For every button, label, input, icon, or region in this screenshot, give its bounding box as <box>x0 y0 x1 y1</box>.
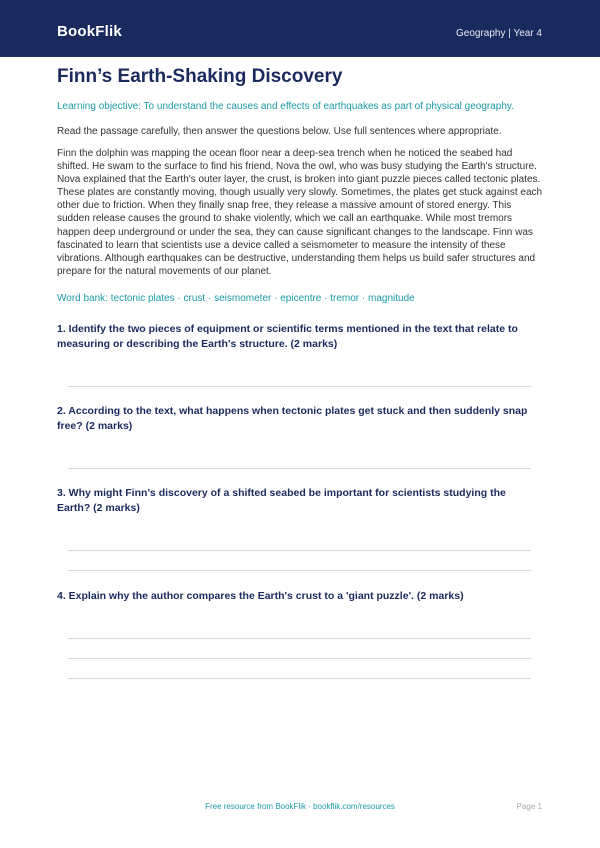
instructions: Read the passage carefully, then answer the questions below. Use full sentences where appropriate. <box>57 126 502 137</box>
answer-line[interactable] <box>68 678 531 679</box>
footer-resource-link[interactable]: Free resource from BookFlik · bookflik.com/resources <box>205 802 395 811</box>
question-3: 3. Why might Finn’s discovery of a shifted seabed be important for scientists studying the Earth? (2 marks) <box>57 487 506 514</box>
reading-passage: Finn the dolphin was mapping the ocean floor near a deep-sea trench when he noticed the seabed had shifted. He swam to the surface to find his friend, Nova the owl, who was busy studying the Earth's structure. Nova explained that the Earth's outer layer, the crust, is broken into giant puzzle pieces called tectonic plates. These plates are constantly moving, though usually very slowly. Sometimes, the plates get stuck against each other due to friction. When they finally snap free, they release a massive amount of stored energy. This sudden release causes the ground to shake violently, which we call an earthquake. While most tremors happen deep underground or under the sea, they can cause significant changes to the landscape. Finn was fascinated to learn that scientists use a device called a seismometer to measure the intensity of these vibrations. Although earthquakes can be destructive, understanding them helps us build safer structures and prepare for the natural movements of our planet. <box>57 148 543 277</box>
brand-logo: BookFlik <box>57 23 122 40</box>
question-2: 2. According to the text, what happens when tectonic plates get stuck and then suddenly snap free? (2 marks) <box>57 405 528 432</box>
page-number: Page 1 <box>516 802 542 811</box>
answer-line[interactable] <box>68 658 531 659</box>
answer-line[interactable] <box>68 570 531 571</box>
question-4: 4. Explain why the author compares the Earth's crust to a 'giant puzzle'. (2 marks) <box>57 590 464 602</box>
subject-year-label: Geography | Year 4 <box>456 28 542 39</box>
worksheet-title: Finn’s Earth-Shaking Discovery <box>57 66 343 87</box>
answer-line[interactable] <box>68 638 531 639</box>
learning-objective: Learning objective: To understand the causes and effects of earthquakes as part of physical geography. <box>57 101 514 112</box>
answer-line[interactable] <box>68 386 531 387</box>
answer-line[interactable] <box>68 468 531 469</box>
page-header <box>0 0 600 57</box>
word-bank: Word bank: tectonic plates · crust · seismometer · epicentre · tremor · magnitude <box>57 293 415 304</box>
answer-line[interactable] <box>68 550 531 551</box>
question-1: 1. Identify the two pieces of equipment or scientific terms mentioned in the text that relate to measuring or describing the Earth's structure. (2 marks) <box>57 323 518 350</box>
